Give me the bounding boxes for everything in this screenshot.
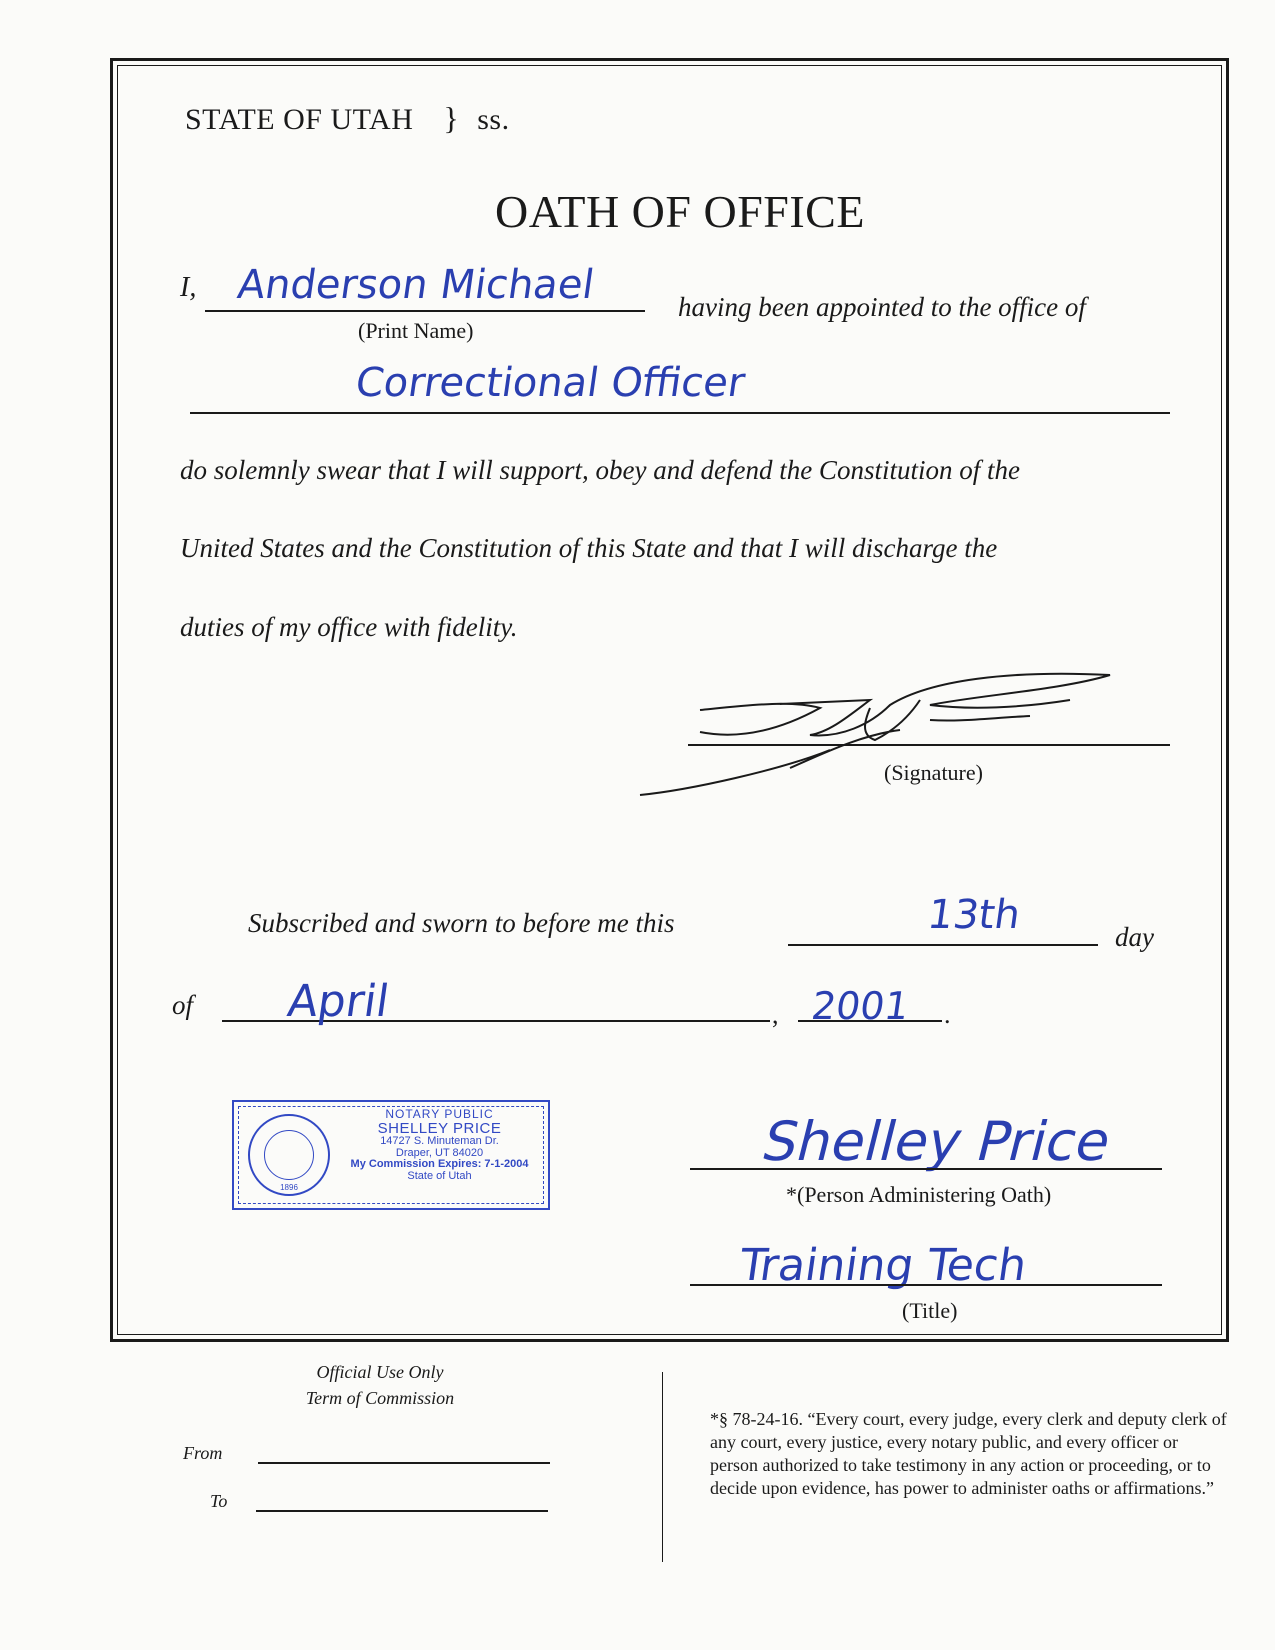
stamp-line-4: Draper, UT 84020 bbox=[395, 1146, 484, 1159]
day-line bbox=[788, 944, 1098, 946]
signature-line bbox=[688, 744, 1170, 746]
page-title: OATH OF OFFICE bbox=[495, 186, 865, 237]
print-name-value: Anderson Michael bbox=[234, 262, 597, 308]
statute-text: *§ 78-24-16. “Every court, every judge, every clerk and deputy clerk of any court, every justice, every notary public, and every officer or person authorized to take testimony in any action or proceeding, or to decide upon evidence, has power to administer oaths or affirmations.” bbox=[710, 1409, 1227, 1499]
print-name-line bbox=[205, 310, 645, 312]
seal-inner-ring bbox=[264, 1130, 314, 1180]
of-label: of bbox=[172, 990, 194, 1020]
i-label: I, bbox=[180, 272, 197, 303]
day-label: day bbox=[1115, 922, 1154, 952]
state-heading bbox=[185, 100, 510, 137]
to-label: To bbox=[210, 1491, 228, 1511]
year-value: 2001 bbox=[808, 984, 912, 1028]
office-value: Correctional Officer bbox=[352, 360, 748, 406]
oath-body-line-3: duties of my office with fidelity. bbox=[180, 612, 518, 642]
stamp-line-2: SHELLEY PRICE bbox=[377, 1119, 502, 1137]
ss-label: ss. bbox=[477, 103, 510, 136]
month-comma: , bbox=[772, 1000, 779, 1029]
title-value: Training Tech bbox=[736, 1240, 1030, 1291]
appointed-text: having been appointed to the office of bbox=[678, 292, 1086, 322]
notary-stamp bbox=[232, 1100, 550, 1210]
title-label: (Title) bbox=[902, 1298, 958, 1323]
month-value: April bbox=[284, 976, 393, 1027]
oath-body-line-1: do solemnly swear that I will support, obey and defend the Constitution of the bbox=[180, 455, 1020, 485]
from-line bbox=[258, 1462, 550, 1464]
signature-label: (Signature) bbox=[884, 760, 983, 785]
administrator-label: *(Person Administering Oath) bbox=[786, 1182, 1052, 1207]
administrator-signature: Shelley Price bbox=[756, 1110, 1118, 1173]
stamp-line-5: My Commission Expires: 7-1-2004 bbox=[350, 1158, 529, 1171]
term-of-commission-heading: Term of Commission bbox=[305, 1388, 455, 1408]
stamp-line-6: State of Utah bbox=[407, 1169, 472, 1182]
state-label: STATE OF UTAH bbox=[185, 103, 414, 136]
title-line bbox=[690, 1284, 1162, 1286]
state-seal-icon bbox=[248, 1114, 330, 1196]
stamp-line-1: NOTARY PUBLIC bbox=[385, 1107, 494, 1121]
to-line bbox=[256, 1510, 548, 1512]
office-line bbox=[190, 412, 1170, 414]
day-value: 13th bbox=[924, 892, 1024, 938]
official-use-heading: Official Use Only bbox=[316, 1362, 444, 1382]
subscribed-text: Subscribed and sworn to before me this bbox=[248, 908, 675, 938]
administrator-line bbox=[690, 1168, 1162, 1170]
brace: } bbox=[443, 100, 460, 136]
footer-divider bbox=[662, 1372, 663, 1562]
year-period: . bbox=[944, 1000, 951, 1029]
oath-body-line-2: United States and the Constitution of this State and that I will discharge the bbox=[180, 533, 998, 563]
stamp-line-3: 14727 S. Minuteman Dr. bbox=[380, 1135, 499, 1148]
from-label: From bbox=[183, 1443, 223, 1463]
print-name-label: (Print Name) bbox=[358, 318, 474, 343]
seal-year: 1896 bbox=[280, 1183, 298, 1192]
